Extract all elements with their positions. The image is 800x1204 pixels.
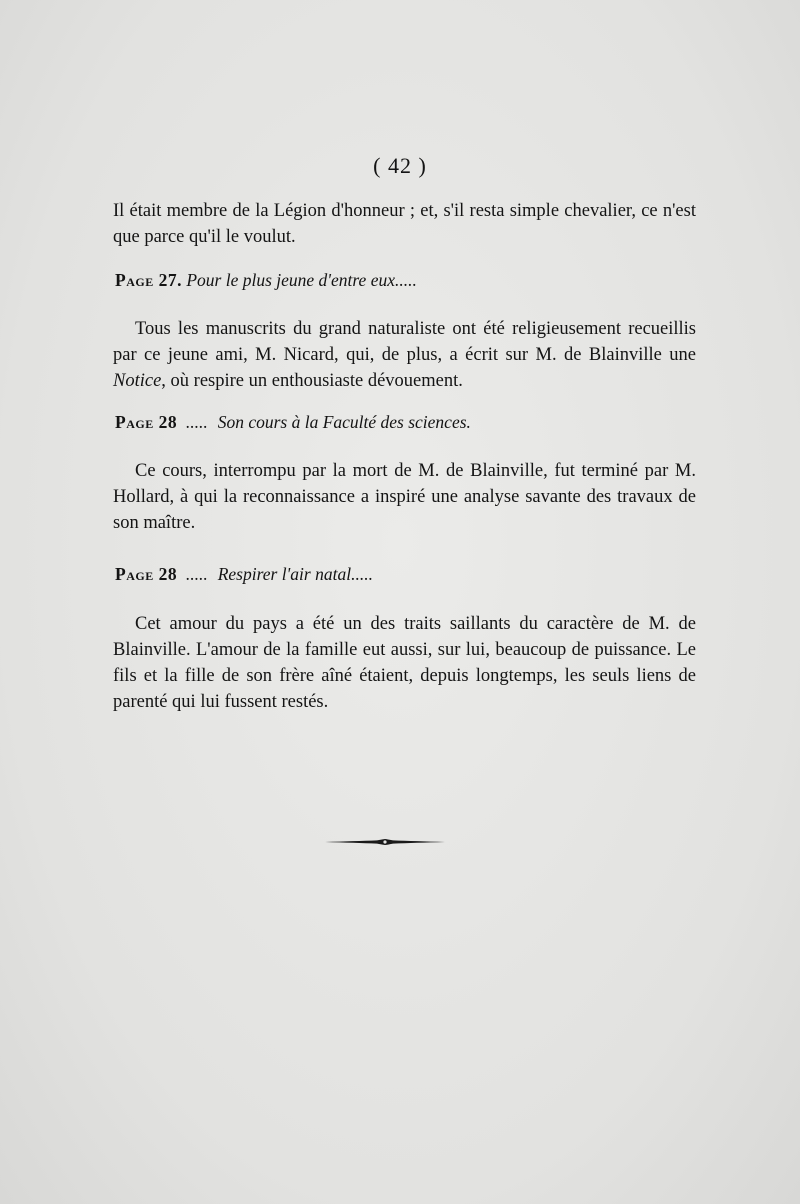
reference-dots: ..... — [185, 564, 208, 584]
reference-page-label: Page 28 — [115, 412, 178, 432]
paragraph-amour-pays: Cet amour du pays a été un des traits saillants du caractère de M. de Blainville. L'amour de la famille eut aussi, sur lui, beaucoup de puissance. Le fils et la fille de son frère aîné étaient, depuis longtemps, les seuls liens de parenté qui lui fussent restés. — [113, 614, 696, 712]
paragraph-text: Tous les manuscrits du grand naturaliste ont été religieusement recueillis par ce jeune ami, M. Nicard, qui, de plus, a écrit sur M. de Blainville une — [113, 319, 696, 365]
paragraph-text: , où respire un enthousiaste dévouement. — [161, 371, 463, 391]
notice-italic: Notice — [113, 371, 162, 391]
paragraph-manuscrits — [113, 316, 696, 394]
reference-quote: Son cours à la Faculté des sciences. — [217, 412, 471, 432]
paragraph-legion-honneur: Il était membre de la Légion d'honneur ; et, s'il resta simple chevalier, ce n'est que parce qu'il le voulut. — [113, 201, 696, 247]
reference-page-27 — [115, 268, 695, 292]
reference-quote: Pour le plus jeune d'entre eux..... — [186, 270, 417, 290]
reference-page-label: Page 27. — [115, 270, 182, 290]
reference-quote: Respirer l'air natal..... — [217, 564, 373, 584]
tapered-rule-ornament-icon — [325, 836, 445, 848]
reference-page-label: Page 28 — [115, 564, 178, 584]
reference-dots: ..... — [185, 412, 208, 432]
paragraph-cours-hollard: Ce cours, interrompu par la mort de M. de Blainville, fut terminé par M. Hollard, à qui la reconnaissance a inspiré une analyse savante des travaux de son maître. — [113, 461, 696, 533]
page-number: ( 42 ) — [373, 153, 427, 178]
reference-page-28-air-natal — [115, 562, 695, 586]
reference-page-28-cours — [115, 410, 695, 434]
